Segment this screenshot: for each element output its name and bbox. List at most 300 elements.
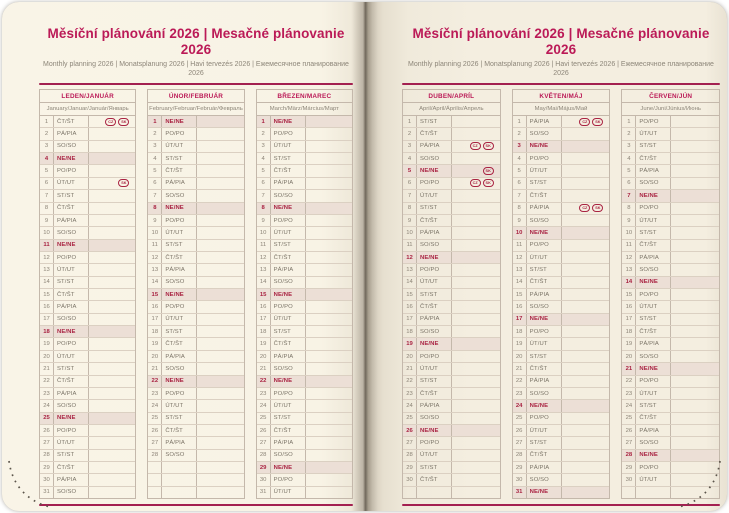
day-row — [403, 214, 500, 226]
day-number: 31 — [257, 487, 271, 498]
day-row — [622, 152, 719, 164]
holiday-badge-sk: SK — [118, 118, 129, 126]
day-abbreviation: ÚT/UT — [54, 437, 89, 448]
day-row — [257, 412, 352, 424]
day-abbreviation — [636, 487, 671, 498]
day-row — [622, 276, 719, 288]
day-abbreviation: ČT/ŠT — [527, 190, 562, 201]
day-row — [148, 140, 243, 152]
day-number: 15 — [257, 289, 271, 300]
open-planner-book — [2, 2, 727, 511]
day-number: 25 — [622, 413, 636, 424]
day-notes-cell — [671, 128, 719, 139]
day-row — [148, 164, 243, 176]
day-abbreviation: PO/PO — [54, 165, 89, 176]
day-abbreviation: PO/PO — [527, 240, 562, 251]
day-row — [403, 473, 500, 485]
day-abbreviation — [162, 474, 197, 485]
day-number: 4 — [148, 153, 162, 164]
day-number: 28 — [40, 450, 54, 461]
day-number: 1 — [148, 116, 162, 127]
day-row — [148, 300, 243, 312]
day-notes-cell — [197, 413, 243, 424]
day-abbreviation: ST/ST — [162, 413, 197, 424]
day-row — [622, 449, 719, 461]
day-notes-cell — [671, 351, 719, 362]
day-abbreviation — [162, 487, 197, 498]
day-row — [403, 350, 500, 362]
day-row — [403, 337, 500, 349]
day-abbreviation: PÁ/PIA — [636, 338, 671, 349]
day-number: 13 — [622, 264, 636, 275]
day-abbreviation: ÚT/UT — [417, 190, 452, 201]
day-notes-cell — [671, 413, 719, 424]
day-abbreviation: ST/ST — [527, 264, 562, 275]
day-row — [40, 473, 135, 485]
bottom-rule — [402, 504, 720, 506]
day-row — [622, 300, 719, 312]
day-row — [257, 140, 352, 152]
day-row — [40, 276, 135, 288]
day-row — [257, 152, 352, 164]
day-row — [257, 375, 352, 387]
day-number: 5 — [148, 165, 162, 176]
day-number: 10 — [622, 227, 636, 238]
day-number: 4 — [403, 153, 417, 164]
day-number: 9 — [403, 215, 417, 226]
day-row — [403, 202, 500, 214]
day-number: 12 — [40, 252, 54, 263]
day-abbreviation: PÁ/PIA — [54, 474, 89, 485]
day-row — [40, 127, 135, 139]
day-number: 4 — [40, 153, 54, 164]
day-abbreviation: SO/SO — [54, 487, 89, 498]
day-row — [622, 362, 719, 374]
day-number: 4 — [513, 153, 527, 164]
day-abbreviation: PO/PO — [271, 215, 306, 226]
day-notes-cell — [197, 153, 243, 164]
day-notes-cell — [306, 413, 352, 424]
day-abbreviation: SO/SO — [417, 153, 452, 164]
day-notes-cell — [562, 326, 610, 337]
day-number: 17 — [622, 314, 636, 325]
day-row — [403, 189, 500, 201]
day-number: 18 — [403, 326, 417, 337]
day-number: 2 — [148, 128, 162, 139]
day-row — [40, 399, 135, 411]
day-abbreviation: ST/ST — [162, 153, 197, 164]
day-notes-cell — [306, 425, 352, 436]
day-notes-cell — [89, 240, 135, 251]
day-row — [257, 239, 352, 251]
months-row-right — [402, 89, 720, 499]
day-abbreviation: NE/NE — [527, 314, 562, 325]
day-row — [403, 387, 500, 399]
day-row — [513, 288, 610, 300]
day-notes-cell — [671, 165, 719, 176]
day-notes-cell — [671, 141, 719, 152]
day-notes-cell — [562, 165, 610, 176]
day-abbreviation: ST/ST — [527, 178, 562, 189]
day-number: 6 — [257, 178, 271, 189]
day-abbreviation: ČT/ŠT — [162, 252, 197, 263]
day-abbreviation: PO/PO — [271, 388, 306, 399]
day-abbreviation: ST/ST — [527, 351, 562, 362]
day-abbreviation — [417, 487, 452, 498]
day-number: 19 — [257, 338, 271, 349]
day-notes-cell — [306, 351, 352, 362]
day-number: 24 — [257, 400, 271, 411]
day-notes-cell — [562, 190, 610, 201]
day-notes-cell — [89, 474, 135, 485]
day-row — [40, 152, 135, 164]
day-row — [40, 325, 135, 337]
day-abbreviation: PÁ/PIA — [54, 128, 89, 139]
day-abbreviation: SO/SO — [417, 240, 452, 251]
day-row — [513, 461, 610, 473]
day-notes-cell — [562, 462, 610, 473]
day-number: 25 — [513, 413, 527, 424]
day-notes-cell — [197, 178, 243, 189]
day-number: 29 — [622, 462, 636, 473]
page-title: Měsíční plánování 2026 | Mesačné plánovanie 2026 — [412, 26, 710, 57]
day-notes-cell — [562, 474, 610, 485]
day-number: 3 — [513, 141, 527, 152]
day-abbreviation: SO/SO — [417, 413, 452, 424]
day-number: 7 — [403, 190, 417, 201]
day-number: 4 — [257, 153, 271, 164]
day-abbreviation: NE/NE — [527, 400, 562, 411]
day-notes-cell — [306, 252, 352, 263]
day-abbreviation: ČT/ŠT — [417, 128, 452, 139]
day-abbreviation: ČT/ŠT — [54, 462, 89, 473]
day-abbreviation: NE/NE — [636, 190, 671, 201]
day-abbreviation: PO/PO — [271, 474, 306, 485]
day-notes-cell — [562, 388, 610, 399]
day-abbreviation: PÁ/PIA — [527, 376, 562, 387]
day-number: 22 — [257, 376, 271, 387]
day-number: 1 — [622, 116, 636, 127]
day-number: 29 — [257, 462, 271, 473]
day-notes-cell — [562, 153, 610, 164]
day-abbreviation: NE/NE — [636, 450, 671, 461]
day-abbreviation: PÁ/PIA — [54, 388, 89, 399]
day-row — [622, 202, 719, 214]
day-notes-cell — [671, 326, 719, 337]
day-abbreviation: ST/ST — [54, 363, 89, 374]
day-abbreviation: PO/PO — [162, 215, 197, 226]
day-abbreviation: ST/ST — [54, 450, 89, 461]
day-abbreviation: ÚT/UT — [162, 227, 197, 238]
day-abbreviation: PÁ/PIA — [162, 351, 197, 362]
day-notes-cell — [452, 203, 500, 214]
day-number: 20 — [148, 351, 162, 362]
day-row — [513, 362, 610, 374]
day-row — [403, 140, 500, 152]
day-row — [403, 152, 500, 164]
day-notes-cell — [452, 252, 500, 263]
day-row — [513, 337, 610, 349]
day-abbreviation: SO/SO — [527, 128, 562, 139]
day-row — [148, 325, 243, 337]
day-row — [622, 140, 719, 152]
day-row — [40, 449, 135, 461]
month-subtitle: January/Januar/Január/Январь — [40, 103, 135, 116]
day-row — [513, 127, 610, 139]
day-number: 6 — [622, 178, 636, 189]
day-notes-cell — [89, 301, 135, 312]
day-notes-cell — [671, 400, 719, 411]
day-row — [513, 473, 610, 485]
day-abbreviation: PO/PO — [527, 326, 562, 337]
day-abbreviation: SO/SO — [636, 437, 671, 448]
day-number: 23 — [257, 388, 271, 399]
day-abbreviation: ÚT/UT — [162, 400, 197, 411]
day-row — [403, 239, 500, 251]
day-row — [257, 473, 352, 485]
day-notes-cell — [306, 326, 352, 337]
day-number: 14 — [40, 277, 54, 288]
bottom-rule — [39, 504, 353, 506]
day-notes-cell — [306, 437, 352, 448]
day-number: 8 — [257, 203, 271, 214]
day-notes-cell — [89, 338, 135, 349]
day-number: 30 — [513, 474, 527, 485]
day-abbreviation: PO/PO — [636, 116, 671, 127]
day-notes-cell — [671, 301, 719, 312]
day-row — [403, 424, 500, 436]
day-number: 14 — [513, 277, 527, 288]
day-notes-cell — [562, 141, 610, 152]
day-notes-cell — [671, 314, 719, 325]
day-row — [40, 461, 135, 473]
day-notes-cell — [89, 376, 135, 387]
day-number: 29 — [403, 462, 417, 473]
day-number: 27 — [40, 437, 54, 448]
day-number: 12 — [403, 252, 417, 263]
day-number: 17 — [403, 314, 417, 325]
day-notes-cell — [452, 264, 500, 275]
day-abbreviation: SO/SO — [527, 301, 562, 312]
day-number: 25 — [40, 413, 54, 424]
day-abbreviation: NE/NE — [417, 252, 452, 263]
day-notes-cell — [89, 289, 135, 300]
day-number: 15 — [40, 289, 54, 300]
day-row — [513, 486, 610, 498]
day-number: 24 — [403, 400, 417, 411]
day-notes-cell — [89, 363, 135, 374]
day-row — [513, 399, 610, 411]
day-row — [257, 313, 352, 325]
day-number: 8 — [40, 203, 54, 214]
day-notes-cell — [452, 425, 500, 436]
day-notes-cell — [89, 351, 135, 362]
day-number: 19 — [40, 338, 54, 349]
day-number: 31 — [40, 487, 54, 498]
day-row — [148, 288, 243, 300]
day-number: 15 — [403, 289, 417, 300]
day-row — [40, 226, 135, 238]
day-number: 7 — [257, 190, 271, 201]
month-title: ČERVEN/JÚN — [622, 90, 719, 103]
day-number: 22 — [148, 376, 162, 387]
day-number: 18 — [257, 326, 271, 337]
day-row — [257, 214, 352, 226]
day-number: 30 — [622, 474, 636, 485]
day-notes-cell — [562, 351, 610, 362]
day-number: 26 — [403, 425, 417, 436]
day-number: 16 — [403, 301, 417, 312]
day-abbreviation: PÁ/PIA — [417, 141, 452, 152]
day-number: 25 — [257, 413, 271, 424]
day-row — [40, 239, 135, 251]
day-notes-cell — [452, 215, 500, 226]
day-notes-cell — [562, 363, 610, 374]
day-row — [622, 387, 719, 399]
day-row — [513, 177, 610, 189]
day-abbreviation: NE/NE — [417, 338, 452, 349]
day-abbreviation: PO/PO — [271, 128, 306, 139]
day-notes-cell — [452, 178, 500, 189]
day-abbreviation: PÁ/PIA — [636, 425, 671, 436]
day-notes-cell — [306, 462, 352, 473]
day-number — [622, 487, 636, 498]
day-number: 8 — [513, 203, 527, 214]
day-abbreviation: NE/NE — [54, 326, 89, 337]
day-notes-cell — [562, 437, 610, 448]
day-abbreviation: ÚT/UT — [527, 252, 562, 263]
day-row — [403, 412, 500, 424]
day-number — [148, 487, 162, 498]
month-table — [256, 89, 353, 499]
day-row — [257, 263, 352, 275]
day-number: 27 — [403, 437, 417, 448]
day-number: 30 — [403, 474, 417, 485]
day-notes-cell — [89, 178, 135, 189]
day-number: 22 — [403, 376, 417, 387]
day-row — [40, 387, 135, 399]
day-row — [513, 449, 610, 461]
day-number: 17 — [513, 314, 527, 325]
day-abbreviation: ÚT/UT — [636, 301, 671, 312]
day-row — [403, 399, 500, 411]
day-abbreviation: ÚT/UT — [636, 128, 671, 139]
month-day-grid — [40, 116, 135, 498]
day-row — [403, 127, 500, 139]
day-number: 30 — [257, 474, 271, 485]
day-number: 7 — [40, 190, 54, 201]
day-abbreviation: NE/NE — [527, 487, 562, 498]
day-abbreviation: PO/PO — [636, 203, 671, 214]
day-number: 12 — [148, 252, 162, 263]
day-notes-cell — [671, 338, 719, 349]
day-number: 14 — [403, 277, 417, 288]
day-row — [148, 313, 243, 325]
day-abbreviation: ČT/ŠT — [636, 240, 671, 251]
day-row — [40, 362, 135, 374]
day-abbreviation: ÚT/UT — [54, 178, 89, 189]
day-notes-cell — [562, 128, 610, 139]
day-notes-cell — [197, 215, 243, 226]
day-row — [148, 214, 243, 226]
day-notes-cell — [671, 363, 719, 374]
day-number: 28 — [257, 450, 271, 461]
day-notes-cell — [306, 400, 352, 411]
holiday-badge-cz: CZ — [470, 179, 481, 187]
day-notes-cell — [197, 400, 243, 411]
day-abbreviation: SO/SO — [271, 277, 306, 288]
month-table — [402, 89, 501, 499]
day-abbreviation: PÁ/PIA — [162, 437, 197, 448]
month-subtitle: April/April/Április/Апрель — [403, 103, 500, 116]
day-row — [148, 152, 243, 164]
day-abbreviation: SO/SO — [636, 351, 671, 362]
day-row — [40, 486, 135, 498]
day-row — [513, 313, 610, 325]
month-title: DUBEN/APRÍL — [403, 90, 500, 103]
day-number: 6 — [40, 178, 54, 189]
day-row — [622, 226, 719, 238]
day-abbreviation: PO/PO — [54, 425, 89, 436]
day-row — [148, 263, 243, 275]
day-abbreviation: PO/PO — [417, 178, 452, 189]
month-table — [147, 89, 244, 499]
day-notes-cell — [671, 203, 719, 214]
day-row — [257, 226, 352, 238]
day-abbreviation: ST/ST — [636, 314, 671, 325]
day-notes-cell — [671, 487, 719, 498]
day-row — [513, 412, 610, 424]
day-notes-cell — [306, 178, 352, 189]
day-abbreviation: NE/NE — [162, 116, 197, 127]
day-row — [40, 424, 135, 436]
day-row — [622, 473, 719, 485]
day-row — [40, 164, 135, 176]
day-notes-cell — [671, 450, 719, 461]
day-number: 21 — [40, 363, 54, 374]
day-abbreviation: SO/SO — [636, 178, 671, 189]
day-abbreviation: ČT/ŠT — [417, 474, 452, 485]
day-notes-cell — [452, 277, 500, 288]
day-notes-cell — [562, 252, 610, 263]
day-notes-cell — [197, 128, 243, 139]
day-abbreviation: ÚT/UT — [162, 314, 197, 325]
day-number: 10 — [40, 227, 54, 238]
day-row — [622, 436, 719, 448]
day-notes-cell — [671, 116, 719, 127]
day-row — [622, 461, 719, 473]
day-notes-cell — [671, 376, 719, 387]
day-number: 12 — [257, 252, 271, 263]
day-row — [257, 449, 352, 461]
month-title: KVĚTEN/MÁJ — [513, 90, 610, 103]
day-abbreviation: ČT/ŠT — [54, 116, 89, 127]
day-number: 3 — [257, 141, 271, 152]
day-row — [513, 263, 610, 275]
day-abbreviation: SO/SO — [54, 227, 89, 238]
day-row — [403, 288, 500, 300]
day-abbreviation: ST/ST — [271, 413, 306, 424]
day-notes-cell — [452, 141, 500, 152]
day-row — [40, 412, 135, 424]
day-abbreviation: PO/PO — [527, 413, 562, 424]
day-row — [40, 313, 135, 325]
day-row — [40, 202, 135, 214]
day-number: 31 — [513, 487, 527, 498]
day-abbreviation: PÁ/PIA — [527, 289, 562, 300]
day-number: 9 — [257, 215, 271, 226]
day-number: 6 — [148, 178, 162, 189]
